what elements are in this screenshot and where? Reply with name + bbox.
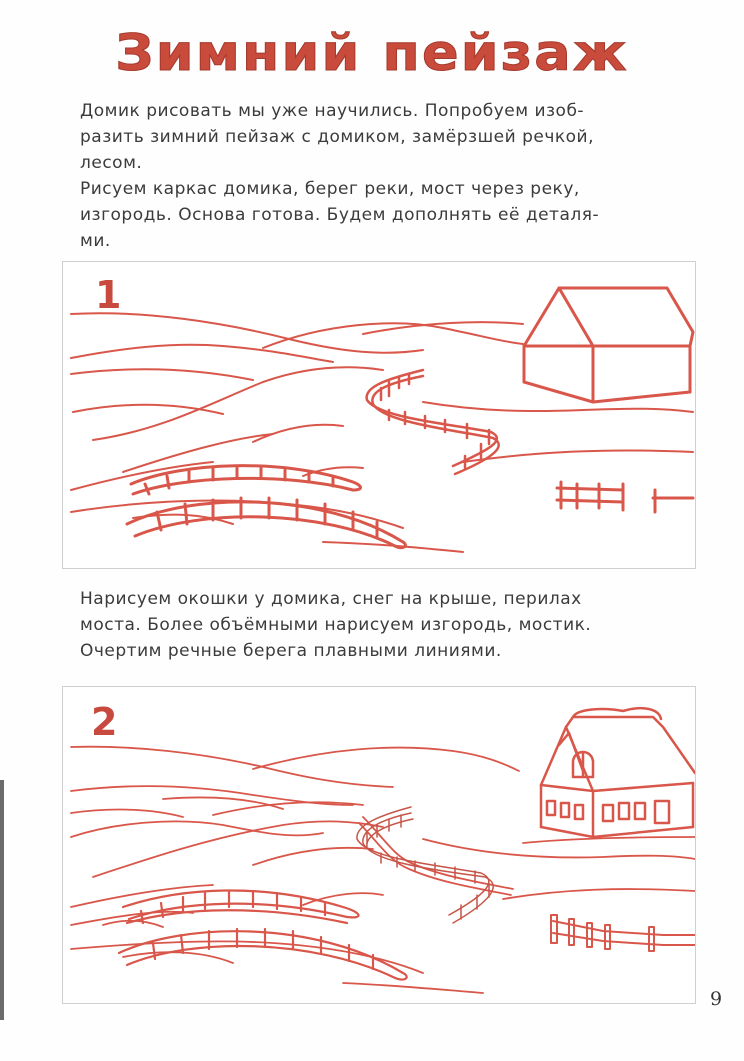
text-line: изгородь. Основа готова. Будем дополнять её деталя- <box>80 205 600 225</box>
text-line: Рисуем каркас домика, берег реки, мост через реку, <box>80 179 580 199</box>
text-line: ми. <box>80 231 111 251</box>
step-1-illustration <box>62 261 696 569</box>
winter-landscape-sketch-1 <box>63 262 695 568</box>
page-number: 9 <box>710 988 723 1010</box>
step-number: 1 <box>95 273 122 317</box>
step-2-illustration <box>62 686 696 1004</box>
intro-paragraph <box>80 98 680 254</box>
text-line: Очертим речные берега плавными линиями. <box>80 641 502 661</box>
binding-edge <box>0 780 4 1020</box>
winter-landscape-sketch-2 <box>63 687 695 1003</box>
page-title: Зимний пейзаж <box>115 24 629 82</box>
text-line: Нарисуем окошки у домика, снег на крыше, перилах <box>80 589 582 609</box>
step-2-paragraph <box>80 586 680 664</box>
text-line: Домик рисовать мы уже научились. Попробуем изоб- <box>80 101 585 121</box>
text-line: моста. Более объёмными нарисуем изгородь, мостик. <box>80 615 592 635</box>
text-line: разить зимний пейзаж с домиком, замёрзшей речкой, <box>80 127 594 147</box>
step-number: 2 <box>91 700 118 744</box>
text-line: лесом. <box>80 153 143 173</box>
